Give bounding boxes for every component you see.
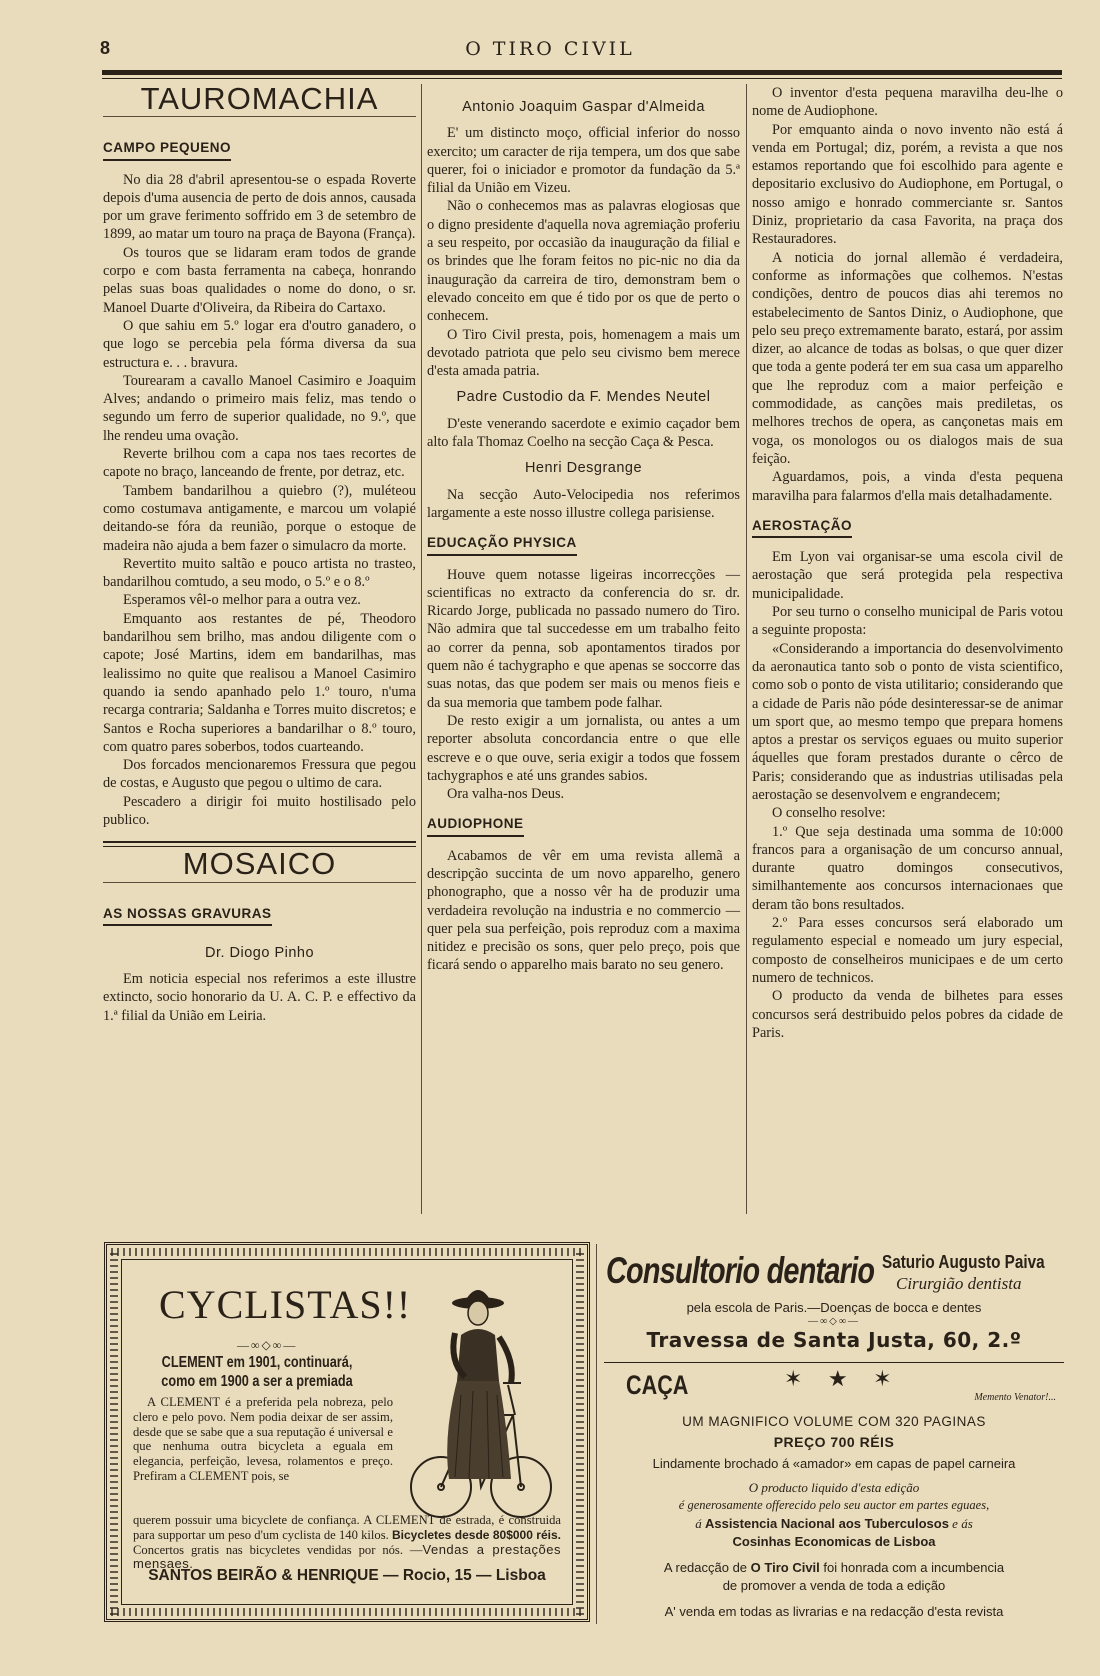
paragraph: E' um distincto moço, official inferior do nosso exercito; um caracter de rija tempera, um dos que sabe querer, foi o iniciador e promotor da fundação da 5.ª filial da União em Vizeu. — [427, 125, 740, 197]
book-motto: Memento Venator!... — [974, 1392, 1056, 1403]
title-rule — [103, 116, 416, 117]
paragraph: Dos forcados mencionaremos Fressura que pegou de costas, e Augusto que pegou o ultimo de cara. — [103, 757, 416, 792]
ad-separator — [604, 1362, 1064, 1363]
book-offer: é generosamente offerecido pelo seu auctor em partes eguaes, — [678, 1498, 990, 1512]
flourish-ornament: —∞◇∞— — [237, 1338, 298, 1352]
ad-subtitle: CLEMENT em 1901, continuará, como em 1900 a ser a premiada — [161, 1354, 353, 1390]
paragraph: A noticia do jornal allemão é verdadeira, conforme as informações que colhemos. N'estas condições, dentro de poucos dias ahi teremos no estabelecimento de Santos Diniz, o Audiophone, que pelo seu preço extremamente barato, estará, por assim dizer, ao alcance de todas as bolsas, o que quer dizer que toda a gente poderá ter em sua casa um apparelho que lhe reproduz com a maior perfeição e commodidade, as canções mais prediletas, os melhores trechos de opera, as cançonetas mais em voga, os monologos ou os dialogos mais de sua feição. — [752, 249, 1063, 467]
dentist-title: Consultorio dentario — [606, 1250, 875, 1291]
column-1 — [103, 81, 416, 1025]
column-divider — [746, 84, 747, 1214]
ad-body — [133, 1395, 393, 1484]
paragraph: Em noticia especial nos referimos a este illustre extincto, socio honorario da U. A. C. P. e effectivo da 1.ª filial da União em Leiria. — [103, 971, 416, 1024]
column-3 — [752, 84, 1063, 1042]
section-heading: CAMPO PEQUENO — [103, 139, 231, 160]
book-availability: A' venda em todas as livrarias e na redacção d'esta revista — [664, 1604, 1004, 1619]
paragraph: Aguardamos, pois, a vinda d'esta pequena maravilha para falarmos d'ella mais detalhadamente. — [752, 469, 1063, 504]
text-span: á — [695, 1516, 702, 1531]
book-volume: UM MAGNIFICO VOLUME COM 320 PAGINAS — [682, 1414, 986, 1429]
paragraph: O inventor d'esta pequena maravilha deu-lhe o nome de Audiophone. — [752, 85, 1063, 120]
book-price: PREÇO 700 RÉIS — [773, 1434, 895, 1450]
paragraph: Os touros que se lidaram eram todos de grande corpo e com basta ferramenta na cabeça, honrando pelas suas boas qualidades o nome do dono, o sr. Manoel Duarte d'Oliveira, da Ribeira do Cartaxo. — [103, 244, 416, 316]
paragraph: Por emquanto ainda o novo invento não está á venda em Portugal; diz, porém, a revista a que nos estamos reportando que foi escolhido para agente e depositario exclusivo do Audiophone, em Portugal, o nosso amigo e honrado commerciante sr. Santos Diniz, proprietario da casa Favorita, na praça dos Restauradores. — [752, 121, 1063, 248]
column-divider — [421, 84, 422, 1214]
book-sale-note-2: de promover a venda de toda a edição — [722, 1578, 946, 1593]
book-sale-note — [604, 1560, 1064, 1575]
paragraph: Revertito muito saltão e pouco artista no trasteo, bandarilhou comtudo, a seu modo, o 5.º e o 8.º — [103, 555, 416, 591]
paragraph: Por seu turno o conselho municipal de Paris votou a seguinte proposta: — [752, 604, 1063, 639]
woman-cyclist-illustration — [403, 1265, 553, 1525]
paragraph: Tambem bandarilhou a quiebro (?), muléteou como costumava antigamente, e marcou um volapié deitando-se fóra da reunião, porque o estoque de madeira não ajuda a bem fazer o simulacro da morte. — [103, 482, 416, 554]
book-proceeds: O producto liquido d'esta edição — [748, 1480, 920, 1495]
subheading: Antonio Joaquim Gaspar d'Almeida — [462, 99, 705, 115]
ad-text-span: Concertos gratis nas bicycletes vendidas por nós. — — [133, 1542, 423, 1557]
ad-title: CYCLISTAS!! — [159, 1282, 412, 1327]
paragraph: Não o conhecemos mas as palavras elogiosas que o digno presidente d'aquella nova agremiação proferiu a seu respeito, por occasião da inauguração da filial e os brindes que lhe foram feitos no pic-nic no dia da inauguração da carreira de tiro, demonstram bem o elevado conceito em que é tido por os que de perto o conhecem. — [427, 198, 740, 325]
dentist-school: pela escola de Paris.—Doenças de bocca e dentes — [686, 1300, 982, 1315]
dentist-address: Travessa de Santa Justa, 60, 2.º — [646, 1328, 1022, 1352]
section-title: TAUROMACHIA — [140, 81, 379, 116]
text-span: foi honrada com a incumbencia — [823, 1560, 1005, 1575]
price-text: Bicycletes desde 80$000 réis. — [391, 1527, 561, 1542]
section-heading: AUDIOPHONE — [427, 815, 524, 836]
column-2 — [427, 84, 740, 975]
installments-text: Vendas a prestações mensaes. — [133, 1541, 562, 1572]
paragraph: 2.º Para esses concursos será elaborado um regulamento especial e nomeado um jury especial, composto de conselheiros municipaes e de um certo numero de technicos. — [752, 915, 1063, 986]
ornamental-border — [111, 1608, 583, 1616]
paragraph: Pescadero a dirigir foi muito hostilisado pelo publico. — [103, 793, 416, 828]
ornamental-border — [111, 1248, 583, 1256]
subheading: Henri Desgrange — [524, 460, 643, 477]
paragraph: Houve quem notasse ligeiras incorrecções — scientificas no extracto da conferencia do sr. dr. Ricardo Jorge, publicada no passado numero do Tiro. Não admira que tal succedesse em um trabalho feito ao correr da penna, sob apontamentos tirados por quem não é tachygrapho e que apenas se soccorre das suas notas, das que podem ser mais ou menos fieis e da sua memoria que tambem pode falhar. — [427, 566, 740, 711]
paragraph: O conselho resolve: — [772, 805, 886, 822]
paragraph: De resto exigir a um jornalista, ou antes a um reporter absoluta concordancia entre o que elle escreve e o que ouve, seria exigir a todos que fossem tachygraphos e até uns grandes sabios. — [427, 712, 740, 784]
text-span: e ás — [952, 1516, 973, 1531]
section-heading: AEROSTAÇÃO — [752, 517, 852, 538]
book-binding: Lindamente brochado á «amador» em capas de papel carneira — [652, 1456, 1016, 1471]
paragraph: 1.º Que seja destinada uma somma de 10:000 francos para a organisação de um concurso annual, durante quatro domingos consecutivos, similhantemente aos concursos internacionaes que deram tão bons resultados. — [752, 823, 1063, 913]
page-number: 8 — [100, 38, 111, 58]
masthead: O TIRO CIVIL — [465, 38, 635, 60]
paragraph: Reverte brilhou com a capa nos taes recortes de capote no braço, lanceando de frente, por detraz, etc. — [103, 446, 416, 481]
ad-text: A CLEMENT é a preferida pela nobreza, pelo clero e pelo povo. Nem podia deixar de ser assim, desde que se sabe que a sua reputação é universal e que nenhuma outra bicycleta a eguala em elegancia, perfeição, levesa, rolamentos e preço. Prefiram a CLEMENT pois, se — [133, 1395, 393, 1483]
book-beneficiary-2: Cosinhas Economicas de Lisboa — [732, 1534, 936, 1549]
beneficiary-name: Assistencia Nacional aos Tuberculosos — [704, 1516, 949, 1531]
subheading: Dr. Diogo Pinho — [204, 944, 315, 961]
title-rule — [103, 882, 416, 883]
ornamental-border — [110, 1249, 118, 1615]
paragraph: O que sahiu em 5.º logar era d'outro ganadero, o que logo se percebia pela fórma diversa da sua estructura e. . . bravura. — [103, 317, 416, 371]
paragraph: Acabamos de vêr em uma revista allemã a descripção succinta de um novo apparelho, genero phonographo, que a nosso vêr ha de produzir uma verdadeira revolução na industria e no commercio — quer pela sua perfeição, pois reproduz com a maxima nitidez e precisão os sons, quer pelo preço, pois que ficará sendo o apparelho mais barato no seu genero. — [427, 847, 740, 974]
dentist-role: Cirurgião dentista — [896, 1274, 1022, 1293]
paragraph: Ora valha-nos Deus. — [447, 786, 565, 803]
paragraph: No dia 28 d'abril apresentou-se o espada Roverte depois d'uma ausencia de perto de dois annos, causada por um grave ferimento soffrido em 3 de setembro de 1899, ao matar um touro na praça de Bayona (França). — [103, 171, 416, 243]
ad-text-span: querem possuir uma bicyclete de confiança. A CLEMENT de estrada, é construida para supportar um peso d'um cyclista de 140 kilos. — [133, 1513, 561, 1542]
header-rule-thin — [102, 78, 1062, 79]
header-rule — [102, 70, 1062, 75]
ad-footer: SANTOS BEIRÃO & HENRIQUE — Rocio, 15 — Lisboa — [148, 1567, 546, 1584]
subheading: Padre Custodio da F. Mendes Neutel — [456, 389, 711, 406]
cyclists-advertisement — [104, 1242, 590, 1622]
flourish-ornament: —∞◇∞— — [808, 1316, 860, 1327]
paragraph: O Tiro Civil presta, pois, homenagem a mais um devotado patriota que pelo seu civismo bem merece d'esta amada patria. — [427, 326, 740, 380]
journal-name: O Tiro Civil — [750, 1560, 820, 1575]
paragraph: Em Lyon vai organisar-se uma escola civil de aerostação que será protegida pela respectiva municipalidade. — [752, 549, 1063, 602]
stars-ornament: ✶ ★ ✶ — [784, 1366, 902, 1391]
section-heading: EDUCAÇÃO PHYSICA — [427, 534, 577, 555]
paragraph: O producto da venda de bilhetes para esses concursos será destribuido pelos pobres da cidade de Paris. — [752, 988, 1063, 1041]
right-advertisements — [604, 1244, 1064, 1624]
ornamental-border — [576, 1249, 584, 1615]
section-heading: AS NOSSAS GRAVURAS — [103, 905, 272, 926]
paragraph: Na secção Auto-Velocipedia nos referimos largamente a este nosso illustre collega parisiense. — [427, 486, 740, 521]
book-title: CAÇA — [626, 1370, 689, 1400]
paragraph: «Considerando a importancia do desenvolvimento da aeronautica tanto sob o ponto de vista scientifico, como sob o ponto de vista utilitario; considerando que a cidade de Paris não póde desinteressar-se de animar um sport que, ao mesmo tempo que prepara homens aptos a prestar os serviços eguaes ou muito superior áquelles que foram prestados durante o cêrco de Paris; considerando que as industrias utilisadas pela aerostação se desenvolvem e engrandecem; — [752, 640, 1063, 803]
text-span: A redacção de — [663, 1560, 748, 1575]
book-beneficiary — [604, 1516, 1064, 1532]
paragraph: Emquanto aos restantes de pé, Theodoro bandarilhou sem brilho, mas andou diligente com o capote; José Martins, idem em bandarilhas, mas lealissimo no quite que realisou a Manoel Casimiro quando ia sendo apanhado pelo 1.º touro, n'uma recarga contraria; Saldanha e Torres muito discretos; e Santos e Rocha superiores a bandarilhar o 8.º touro, com quatro pares soberbos, todos cuarteando. — [103, 610, 416, 755]
ad-divider — [596, 1244, 597, 1624]
section-title: MOSAICO — [182, 846, 337, 882]
paragraph: Esperamos vêl-o melhor para a outra vez. — [123, 592, 361, 609]
paragraph: Tourearam a cavallo Manoel Casimiro e Joaquim Alves; andando o primeiro mais feliz, mas tendo o segundo um ferro de superior qualidade, no 9.º, que lhe rendeu uma ovação. — [103, 372, 416, 444]
dentist-name: Saturio Augusto Paiva — [882, 1252, 1045, 1272]
paragraph: D'este venerando sacerdote e eximio caçador bem alto fala Thomaz Coelho na secção Caça & Pesca. — [427, 415, 740, 451]
